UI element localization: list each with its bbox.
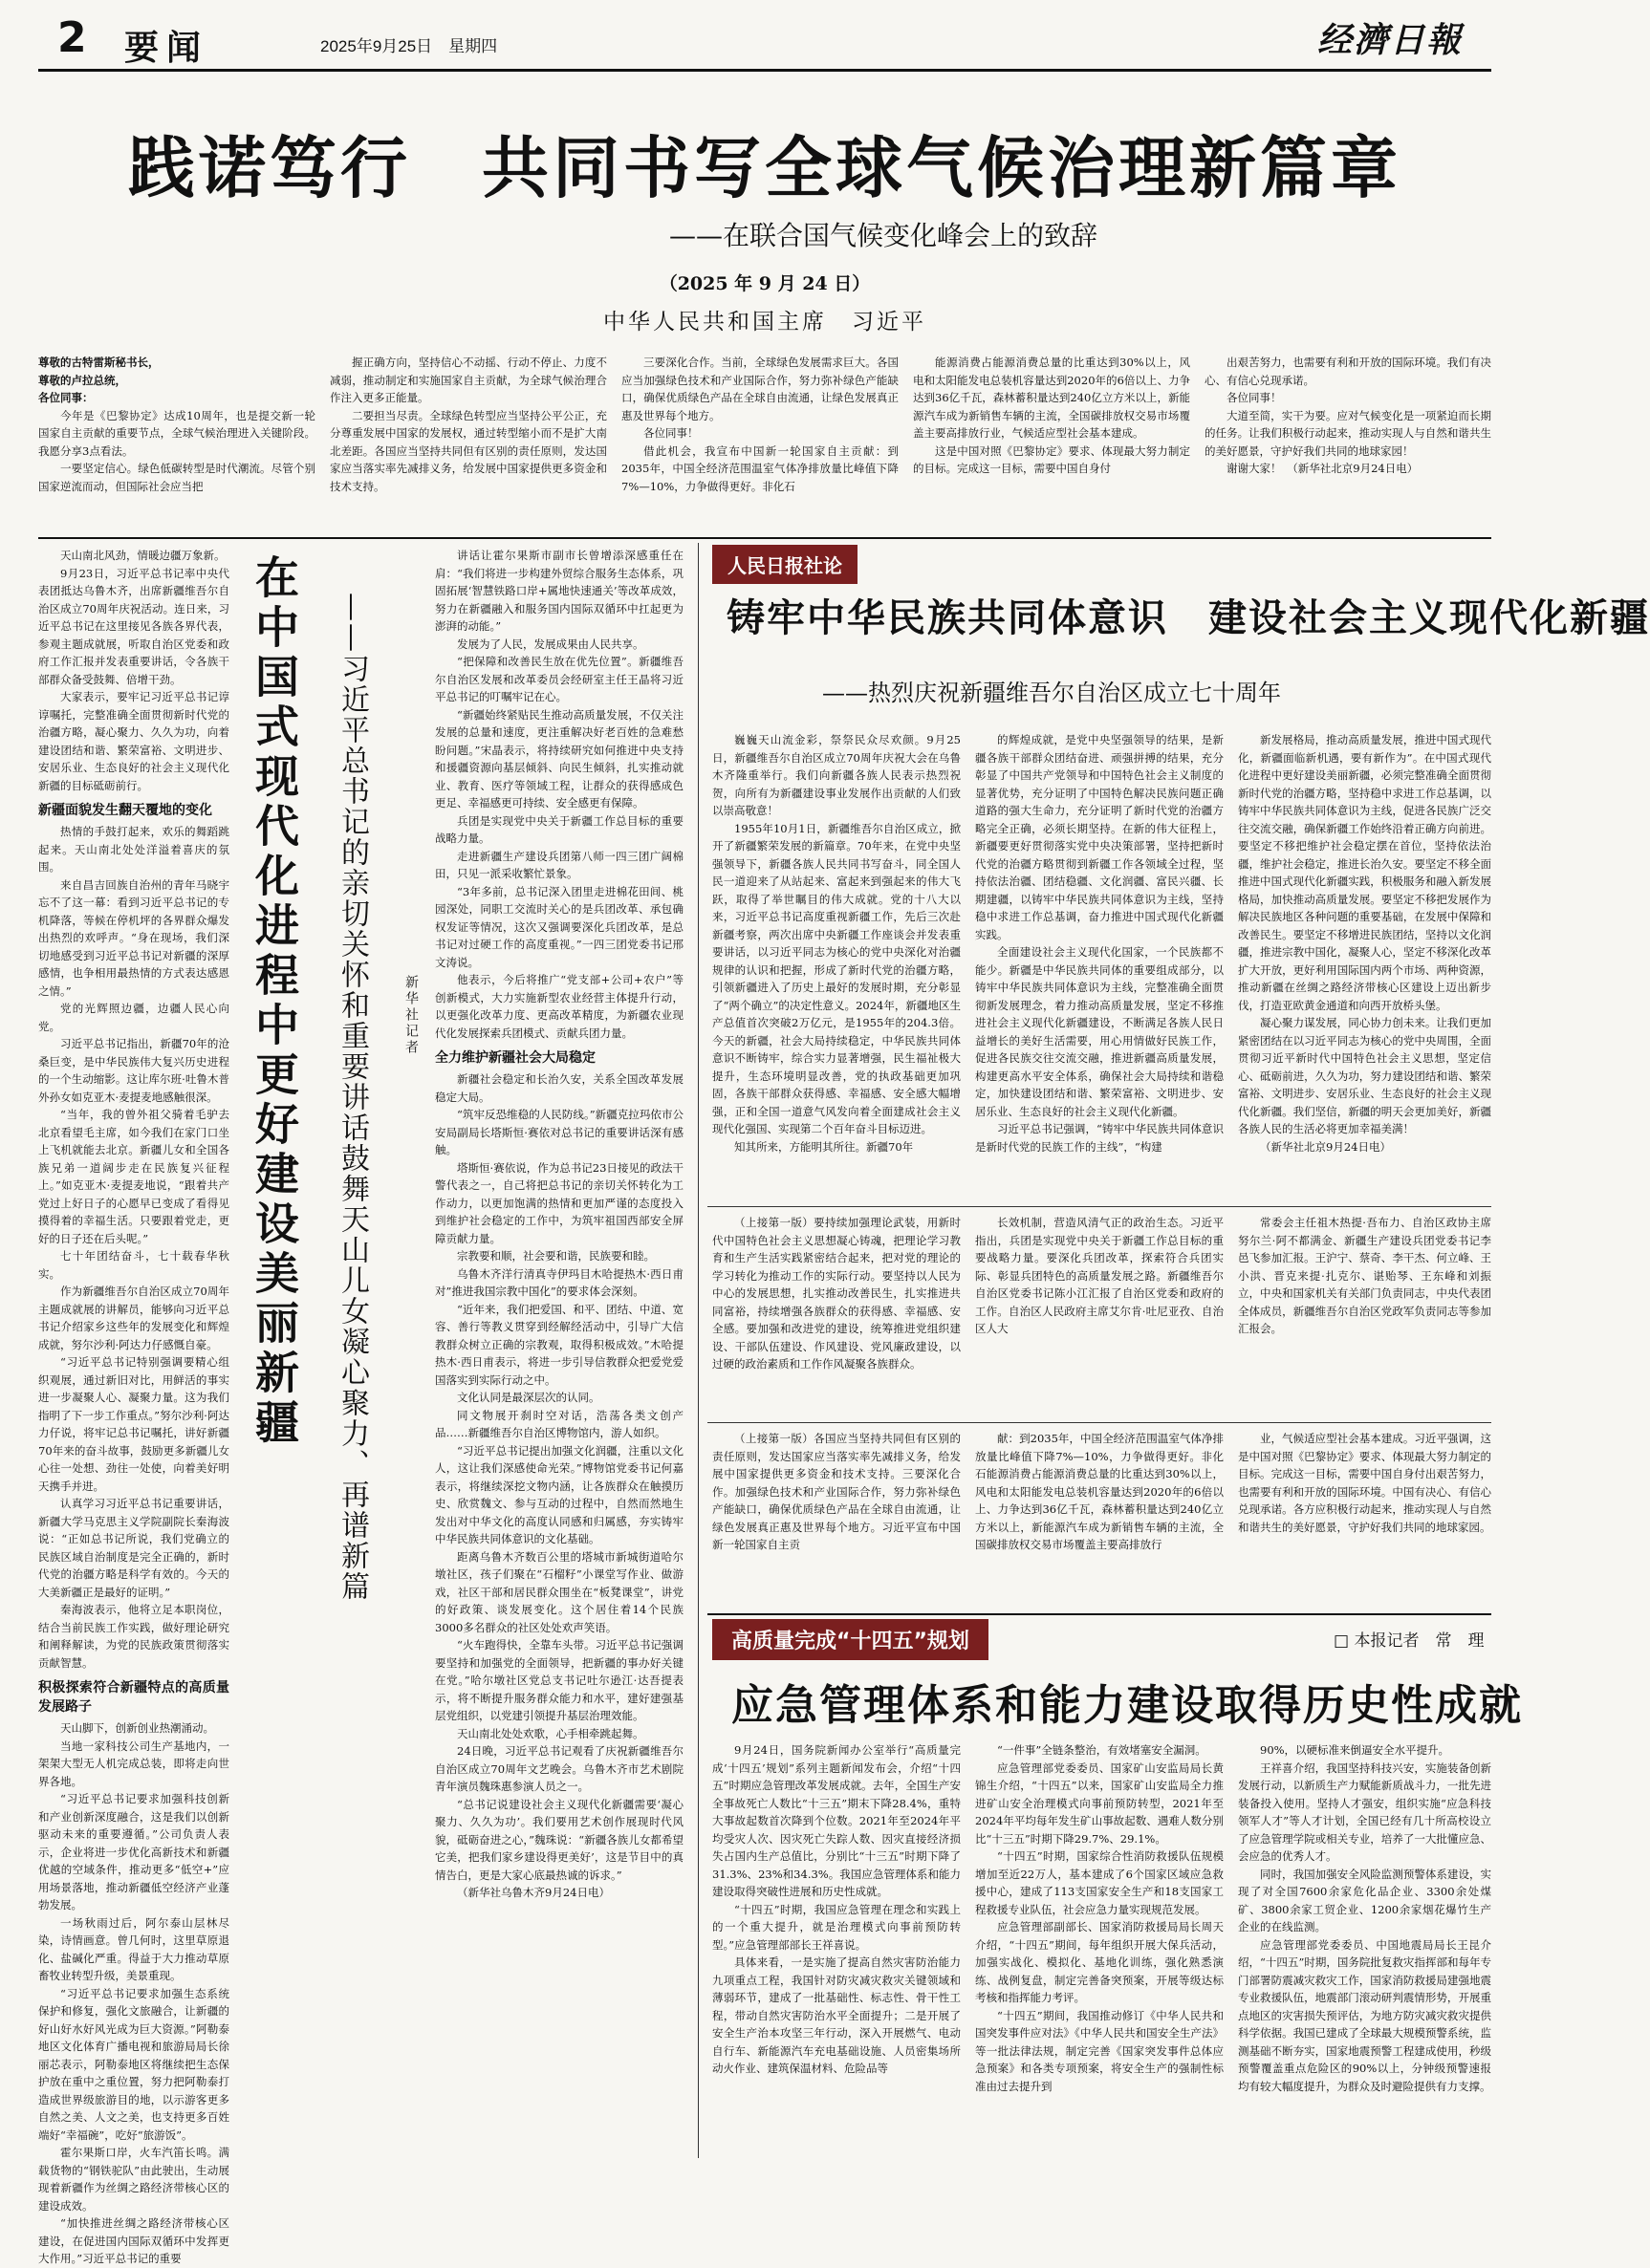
paragraph: 来自昌吉回族自治州的青年马晓宇忘不了这一幕：看到习近平总书记的专机降落，等候在停机坪的各界群众爆发出热烈的欢呼声。“身在现场，我们深切地感受到习近平总书记对新疆的深厚感情，也争相用最热情的方式表达感恩之情。” <box>38 877 229 998</box>
paragraph: “新疆始终紧贴民生推动高质量发展，不仅关注发展的总量和速度，更注重解决好老百姓的急难愁盼问题。”宋晶表示，将持续研究如何推进中央支持和援疆资源向基层倾斜、向民生倾斜，扎实推动就业、教育、医疗等领域工程，让群众的获得感成色更足、幸福感更可持续、安全感更有保障。 <box>435 707 684 810</box>
top-column-1 <box>38 354 315 530</box>
editorial-column-1 <box>712 731 961 1199</box>
paragraph: 习近平总书记强调，“铸牢中华民族共同体意识是新时代党的民族工作的主线”，“构建 <box>975 1122 1224 1154</box>
paragraph: 他表示，今后将推广“党支部+公司+农户”等创新模式，大力实施新型农业经营主体提升行动，以更强化改革力度、更高改革精度，为新疆农业现代化发展探索兵团模式、贡献兵团力量。 <box>435 973 684 1040</box>
reporter-byline: □ 本报记者 常 理 <box>1334 1631 1485 1651</box>
divider <box>707 1422 1491 1423</box>
paragraph: 应急管理部副部长、国家消防救援局局长周天介绍，“十四五”期间，每年组织开展大保兵活动，加强实战化、模拟化、基地化训练，强化熟悉演练、战例复盘，制定完善备突预案，开展等级达标考核和指挥能力考评。 <box>975 1920 1224 2004</box>
feature-subheading: 全力维护新疆社会大局稳定 <box>435 1050 596 1066</box>
editorial-column-2 <box>975 731 1224 1199</box>
divider <box>707 1206 1491 1207</box>
issue-date: 2025年9月25日 星期四 <box>320 37 498 55</box>
paragraph: “把保障和改善民生放在优先位置”。新疆维吾尔自治区发展和改革委员会经研室主任王晶将习近平总书记的叮嘱牢记在心。 <box>435 655 684 703</box>
paragraph: 1955年10月1日，新疆维吾尔自治区成立，掀开了新疆繁荣发展的新篇章。70年来，在党中央坚强领导下，新疆各族人民共同书写奋斗，同全国人民一道迎来了从站起来、富起来到强起来的伟大飞跃，取得了举世瞩目的伟大成就。党的十八大以来，习近平总书记高度重视新疆工作，先后三次赴新疆考察，两次出席中央新疆工作座谈会并发表重要讲话，以习近平同志为核心的党中央深化对治疆规律的认识和把握，形成了新时代党的治疆方略，引领新疆进入了历史上最好的发展时期，充分彰显了“两个确立”的决定性意义。2024年，新疆地区生产总值首次突破2万亿元，是1955年的204.3倍。今天的新疆，社会大局持续稳定，中华民族共同体意识不断铸牢，综合实力显著增强，民生福祉极大提升，生态环境明显改善，党的执政基础更加巩固，各族干部群众获得感、幸福感、安全感大幅增强，正和全国一道意气风发向着全面建成社会主义现代化强国、实现第二个百年奋斗目标迈进。 <box>712 821 961 1135</box>
paragraph: 24日晚，习近平总书记观看了庆祝新疆维吾尔自治区成立70周年文艺晚会。乌鲁木齐市艺术剧院青年演员魏珠惠参演人员之一。 <box>435 1744 684 1793</box>
top-byline: 中华人民共和国主席 习近平 <box>603 310 926 335</box>
bottom-headline: 应急管理体系和能力建设取得历史性成就 <box>731 1681 1523 1730</box>
paragraph: 知其所来，方能明其所往。新疆70年 <box>734 1139 914 1154</box>
feature-subheading: 新疆面貌发生翻天覆地的变化 <box>38 803 212 818</box>
paragraph: “十四五”时期，我国应急管理在理念和实践上的一个重大提升，就是治理模式向事前预防转型。”应急管理部部长王祥喜说。 <box>712 1902 961 1952</box>
header-rule <box>38 69 1491 72</box>
paragraph: 距离乌鲁木齐数百公里的塔城市新城街道哈尔墩社区，孩子们聚在“石榴籽”小课堂写作业、做游戏，社区干部和居民群众围坐在“板凳课堂”，讲党的好政策、谈发展变化。这个居住着14个民族3000多名群众的社区处处欢声笑语。 <box>435 1549 684 1634</box>
paragraph: （上接第一版）要持续加强理论武装，用新时代中国特色社会主义思想凝心铸魂，把理论学习教育和生产生活实践紧密结合起来，把对党的理论的学习转化为推动工作的实际行动。要坚持以人民为中心的发展思想，扎实推动改善民生，扎实推进共同富裕，持续增强各族群众的获得感、幸福感、安全感。要加强和改进党的建设，统筹推进党组织建设、干部队伍建设、作风建设、党风廉政建设，以过硬的政治素质和工作作风凝聚各族群众。 <box>712 1216 961 1371</box>
bottom-column-1 <box>712 1741 961 2157</box>
paragraph: 塔斯恒·赛依说，作为总书记23日接见的政法干警代表之一，自己将把总书记的亲切关怀转化为工作动力，以更加饱满的热情和更加严谨的态度投入到维护社会稳定的工作中，为筑牢祖国西部安全屏障贡献力量。 <box>435 1160 684 1245</box>
paragraph: 借此机会，我宣布中国新一轮国家自主贡献：到2035年，中国全经济范围温室气体净排放量比峰值下降7%—10%，力争做得更好。非化石 <box>621 443 899 493</box>
paragraph: 乌鲁木齐洋行清真寺伊玛目木哈提热木·西日甫对”推进我国宗教中国化”的要求体会深刻。 <box>435 1266 684 1298</box>
feature-subtitle: ——习近平总书记的亲切关怀和重要讲话鼓舞天山儿女凝心聚力、再谱新篇 <box>336 593 369 1602</box>
paragraph: 应急管理部党委委员、国家矿山安监局局长黄锦生介绍，“十四五”以来，国家矿山安监局全力推进矿山安全治理模式向事前预防转型，2021年至2024年平均每年发生矿山事故起数、遇难人数分别比“十三五”时期下降29.7%、29.1%。 <box>975 1760 1224 1846</box>
paragraph: 七十年团结奋斗，七十载春华秋实。 <box>38 1249 229 1281</box>
paragraph: “十四五”期间，我国推动修订《中华人民共和国突发事件应对法》《中华人民共和国安全生产法》等一批法律法规，制定完善《国家突发事件总体应急预案》和各类专项预案，将安全生产的强制性标准由过去提升到 <box>975 2008 1224 2093</box>
paragraph: 9月23日，习近平总书记率中央代表团抵达乌鲁木齐，出席新疆维吾尔自治区成立70周年庆祝活动。连日来，习近平总书记在这里接见各族各界代表，参观主题成就展，听取自治区党委和政府工作汇报并发表重要讲话，令各族干部群众备受鼓舞、倍增干劲。 <box>38 566 229 686</box>
paragraph: 大家表示，要牢记习近平总书记谆谆嘱托，完整准确全面贯彻新时代党的治疆方略，凝心聚力、久久为功，向着建设团结和谐、繁荣富裕、文明进步、安居乐业、生态良好的社会主义现代化新疆的目标砥砺前行。 <box>38 690 229 792</box>
top-column-5 <box>1205 354 1491 530</box>
bottom-column-3 <box>1238 1741 1491 2157</box>
paragraph: 一场秋雨过后，阿尔泰山层林尽染，诗情画意。曾几何时，这里草原退化、盐碱化严重。得益于大力推动草原畜牧业转型升级，美景重现。 <box>38 1915 229 1982</box>
paragraph: 天山南北处处欢歌，心手相牵跳起舞。 <box>457 1726 644 1740</box>
paragraph: 巍巍天山流金彩，祭祭民众尽欢颜。9月25日，新疆维吾尔自治区成立70周年庆祝大会在乌鲁木齐隆重举行。我们向新疆各族人民表示热烈祝贺，向所有为新疆建设事业发展作出贡献的人们致以崇高敬意！ <box>712 733 961 817</box>
paragraph: 党的光辉照边疆，边疆人民心向党。 <box>38 1002 229 1033</box>
top-subheadline: ——在联合国气候变化峰会上的致辞 <box>669 220 1098 251</box>
continued-column-5 <box>975 1430 1224 1607</box>
paragraph: 同文物展开刹时空对话，浩荡各类文创产品……新疆维吾尔自治区博物馆内，游人如织。 <box>435 1408 684 1439</box>
paragraph: “总书记说建设社会主义现代化新疆需要‘凝心聚力、久久为功’。我们要用艺术创作展现时代风貌，砥砺奋进之心，”魏珠说：“新疆各族儿女都希望它美，把我们家乡建设得更美好’，这是节目中的真情告白，更是大家心底最热诚的诉求。” <box>435 1797 684 1882</box>
feature-author: 新华社记者 <box>403 975 419 1056</box>
continued-column-4 <box>712 1430 961 1607</box>
paragraph: 各位同事！ <box>643 426 699 440</box>
paragraph: 当地一家科技公司生产基地内，一架架大型无人机完成总装，即将走向世界各地。 <box>38 1739 229 1788</box>
paragraph: 献：到2035年，中国全经济范围温室气体净排放量比峰值下降7%—10%，力争做得更好。非化石能源消费占能源消费总量的比重达到30%以上，风电和太阳能发电总装机容量达到2020年的6倍以上、力争达到36亿千瓦，森林蓄积量达到240亿立方米以上，新能源汽车成为新销售车辆的主流，全国碳排放权交易市场覆盖主要高排放行 <box>975 1432 1224 1551</box>
paragraph: 秦海波表示，他将立足本职岗位，结合当前民族工作实践，做好理论研究和阐释解读，为党的民族政策贯彻落实贡献智慧。 <box>38 1603 229 1670</box>
paragraph: 常委会主任祖木热提·吾布力、自治区政协主席努尔兰·阿不都满金、新疆生产建设兵团党委书记李邑飞参加汇报。王沪宁、蔡奇、李干杰、何立峰、王小洪、晋克来提·扎克尔、谌贻琴、王东峰和刘振立，中央和国家机关有关部门负责同志，中央代表团全体成员，新疆维吾尔自治区党政军负责同志等参加汇报会。 <box>1238 1216 1491 1335</box>
paragraph: “习近平总书记特别强调要精心组织观展，通过新旧对比，用鲜活的事实进一步凝聚人心、凝聚力量。这为我们指明了下一步工作重点。”努尔沙利·阿达力仔说，将牢记总书记嘱托，讲好新疆70年来的奋斗故事，鼓励更多新疆儿女心往一处想、劲往一处使，向着美好明天携手并进。 <box>38 1355 229 1493</box>
paragraph: 凝心聚力谋发展，同心协力创未来。让我们更加紧密团结在以习近平同志为核心的党中央周围，全面贯彻习近平新时代中国特色社会主义思想，坚定信心、砥砺前进，久久为功，努力建设团结和谐、繁荣富裕、文明进步、安居乐业、生态良好的社会主义现代化新疆。我们坚信，新疆的明天会更加美好，新疆各族人民的生活必将更加幸福美满！ <box>1238 1016 1491 1135</box>
paragraph: 天山脚下，创新创业热潮涌动。 <box>60 1721 214 1735</box>
editorial-subheadline: ——热烈庆祝新疆维吾尔自治区成立七十周年 <box>822 680 1281 706</box>
paragraph: 9月24日，国务院新闻办公室举行“高质量完成‘十四五’规划”系列主题新闻发布会，介绍“十四五”时期应急管理改革发展成就。去年，全国生产安全事故死亡人数比“十三五”期末下降28.4%，重特大事故起数首次降到个位数。2021年至2024年平均受灾人次、因灾死亡失踪人数、因灾直接经济损失占国内生产总值比，分别比“十三五”时期下降了31.3%、23%和34.3%。我国应急管理体系和能力建设取得突破性进展和历史性成就。 <box>712 1743 961 1898</box>
paragraph: “近年来，我们把爱国、和平、团结、中道、宽容、善行等教义贯穿到经解经活动中，引导广大信教群众树立正确的宗教观，取得积极成效。”木哈提热木·西日甫表示，将进一步引导信教群众把爱党爱国落实到实际行动之中。 <box>435 1302 684 1387</box>
section-title: 要闻 <box>124 28 209 68</box>
paragraph: 一要坚定信心。绿色低碳转型是时代潮流。尽管个别国家逆流而动，但国际社会应当把 <box>38 462 315 493</box>
paragraph: 习近平总书记指出，新疆70年的沧桑巨变，是中华民族伟大复兴历史进程的一个生动缩影。这让库尔班·吐鲁木普外孙女如克亚木·麦提麦地感触很深。 <box>38 1037 229 1104</box>
column-divider <box>698 543 699 2158</box>
paragraph: 同时，我国加强安全风险监测预警体系建设，实现了对全国7600余家危化品企业、3300余处煤矿、3800余家工贸企业、1200余家烟花爆竹生产企业的在线监测。 <box>1238 1867 1491 1933</box>
top-column-2 <box>330 354 607 530</box>
paragraph: （上接第一版）各国应当坚持共同但有区别的责任原则，发达国家应当落实率先减排义务，给发展中国家提供更多资金和技术支持。三要深化合作。加强绿色技术和产业国际合作，努力弥补绿色产能缺口，确保优质绿色产品在全球自由流通，让绿色发展真正惠及世界每个地方。习近平宣布中国新一轮国家自主贡 <box>712 1432 961 1551</box>
paragraph: （新华社乌鲁木齐9月24日电） <box>457 1886 610 1899</box>
top-headline: 践诺笃行 共同书写全球气候治理新篇章 <box>128 129 1401 207</box>
paragraph: 今年是《巴黎协定》达成10周年，也是提交新一轮国家自主贡献的重要节点，全球气候治理进入关键阶段。我愿分享3点看法。 <box>38 408 315 458</box>
page-number: 2 <box>57 13 87 62</box>
feature-column-2 <box>435 547 684 2152</box>
paragraph: 作为新疆维吾尔自治区成立70周年主题成就展的讲解员，能够向习近平总书记介绍家乡这些年的发展变化和辉煌成就，努尔沙利·阿达力仔感慨自豪。 <box>38 1285 229 1351</box>
paragraph: “当年，我的曾外祖父骑着毛驴去北京看望毛主席，如今我们在家门口坐上飞机就能去北京。新疆儿女和全国各族兄弟一道阔步走在民族复兴征程上。”如克亚木·麦提麦地说，“跟着共产党过上好日子的心愿早已变成了看得见摸得着的幸福生活。只要跟着党走，更好的日子还在后头呢。” <box>38 1108 229 1245</box>
paragraph: “习近平总书记要求加强科技创新和产业创新深度融合，这是我们以创新驱动未来的重要遵循。”公司负责人表示，企业将进一步优化高新技术和新疆优越的空域条件，推动更多“低空+”应用场景落地，推动新疆低空经济产业蓬勃发展。 <box>38 1792 229 1912</box>
paragraph: 二要担当尽责。全球绿色转型应当坚持公平公正，充分尊重发展中国家的发展权，通过转型缩小而不是扩大南北差距。各国应当坚持共同但有区别的责任原则，发达国家应当落实率先减排义务，给发展中国家提供更多资金和技术支持。 <box>330 408 607 493</box>
editorial-headline: 铸牢中华民族共同体意识 建设社会主义现代化新疆 <box>727 596 1650 640</box>
salutation-2: 尊敬的卢拉总统， <box>38 373 126 387</box>
editorial-column-3 <box>1238 731 1491 1199</box>
paragraph: 兵团是实现党中央关于新疆工作总目标的重要战略力量。 <box>435 813 684 845</box>
paragraph: “习近平总书记要求加强生态系统保护和修复，强化文旅融合，让新疆的好山好水好风光成为巨大资源。”阿勒泰地区文化体育广播电视和旅游局局长徐丽芯表示，阿勒泰地区将继续把生态保护放在重中之重位置，努力把阿勒泰打造成世界级旅游目的地，以示游客更多自然之美、人文之美，也支持更多百姓端好“幸福碗”，吃好“旅游饭”。 <box>38 1986 229 2142</box>
top-column-3 <box>621 354 899 530</box>
paragraph: “3年多前，总书记深入团里走进棉花田间、桃园深处，同职工交流时关心的是兵团改革、承包确权发证等情况，这次又强调要深化兵团改革，是总书记对过硬工作的高度重视。”一四三团党委书记邢文涛说。 <box>435 884 684 969</box>
feature-subheading: 积极探索符合新疆特点的高质量发展路子 <box>38 1680 229 1715</box>
paragraph: 应急管理部党委委员、中国地震局局长王昆介绍，“十四五”时期，国务院批复救灾指挥部和每年专门部署防震减灾救灾工作，国家消防救援局建强地震专业救援队伍，地震部门滚动研判震情形势，开展重点地区的灾害损失预评估，为地方防灾减灾救灾提供科学依据。我国已建成了全球最大规模预警系统，监测基础不断夯实，国家地震预警工程建成使用，秒级预警覆盖重点危险区的90%以上，分钟级预警速报均有较大幅度提升，为群众及时避险提供有力支撑。 <box>1238 1937 1491 2093</box>
paragraph: 这是中国对照《巴黎协定》要求、体现最大努力制定的目标。完成这一目标，需要中国自身付 <box>913 443 1190 475</box>
editorial-tag: 人民日报社论 <box>712 545 858 584</box>
divider <box>707 1613 1491 1615</box>
masthead-logo: 经濟日報 <box>1316 20 1463 60</box>
top-column-4 <box>913 354 1190 530</box>
paragraph: “筑牢反恐维稳的人民防线。”新疆克拉玛依市公安局副局长塔斯恒·赛依对总书记的重要讲话深有感触。 <box>435 1108 684 1156</box>
paragraph: 新发展格局，推动高质量发展，推进中国式现代化，新疆面临新机遇，要有新作为”。在中国式现代化进程中更好建设美丽新疆，必须完整准确全面贯彻新时代党的治疆方略，坚持稳中求进工作总基调，以铸牢中华民族共同体意识为主线，促进各民族广泛交往交流交融，确保新疆工作始终沿着正确方向前进。要坚定不移把维护社会稳定摆在首位，坚持依法治疆，维护社会稳定，推进长治久安。要坚定不移全面推进中国式现代化新疆实践，积极服务和融入新发展格局，加快推动高质量发展。要坚定不移把发展作为解决民族地区各种问题的重要基础，在发展中保障和改善民生。要坚定不移增进民族团结，坚持以文化润疆，推进宗教中国化，凝聚人心，坚定不移深化改革扩大开放，更好利用国际国内两个市场、两种资源，推动新疆在丝绸之路经济带核心区建设上迈出新步伐，打造亚欧黄金通道和向西开放桥头堡。 <box>1238 733 1491 1012</box>
paragraph: 认真学习习近平总书记重要讲话，新疆大学马克思主义学院副院长秦海波说：“正如总书记所说，我们党确立的民族区域自治制度是完全正确的，新时代党的治疆方略是科学有效的。今天的大美新疆正是最好的证明。” <box>38 1497 229 1599</box>
paragraph: “习近平总书记提出加强文化润疆，注重以文化人，这让我们深感使命光荣。”博物馆党委书记何嘉表示，将继续深挖文物内涵，让各族群众在触摸历史、欣赏魏文、参与互动的过程中，自然而然地生发出对中华文化的高度认同感和归属感，夯实铸牢中华民族共同体意识的文化基础。 <box>435 1443 684 1545</box>
top-dateline: （2025 年 9 月 24 日） <box>659 273 871 294</box>
paragraph: “火车跑得快，全靠车头带。习近平总书记强调要坚持和加强党的全面领导，把新疆的事办好关键在党。”哈尔墩社区党总支书记吐尔逊江·达吾提表示，将不断提升服务群众能力和水平，建好建强基层党组织，以党建引领提升基层治理效能。 <box>435 1638 684 1722</box>
feature-title: 在中国式现代化进程中更好建设美丽新疆 <box>249 554 300 1449</box>
paragraph: 发展为了人民，发展成果由人民共享。 <box>457 637 644 651</box>
paragraph: “加快推进丝绸之路经济带核心区建设，在促进国内国际双循环中发挥更大作用。”习近平总书记的重要 <box>38 2216 229 2265</box>
paragraph: 三要深化合作。当前，全球绿色发展需求巨大。各国应当加强绿色技术和产业国际合作，努力弥补绿色产能缺口，确保优质绿色产品在全球自由流通，让绿色发展真正惠及世界每个地方。 <box>621 356 899 422</box>
paragraph: 各位同事！ <box>1227 391 1282 404</box>
section-divider <box>38 537 1491 539</box>
salutation-3: 各位同事： <box>38 391 94 404</box>
paragraph: 的辉煌成就，是党中央坚强领导的结果，是新疆各族干部群众团结奋进、顽强拼搏的结果，充分彰显了中国共产党领导和中国特色社会主义制度的显著优势，充分证明了中国特色解决民族问题正确道路的强大生命力，充分证明了新时代党的治疆方略完全正确，必须长期坚持。在新的伟大征程上，新疆要更好贯彻落实党中央决策部署，坚持把新时代党的治疆方略贯彻到新疆工作各领域全过程，坚持依法治疆、团结稳疆、文化润疆、富民兴疆、长期建疆，以铸牢中华民族共同体意识为主线，坚持稳中求进工作总基调，奋力推进中国式现代化新疆实践。 <box>975 733 1224 941</box>
paragraph: 王祥喜介绍，我国坚持科技兴安，实施装备创新发展行动，以新质生产力赋能新质战斗力，一批先进装备投入使用。坚持人才强安，组织实施“应急科技领军人才”等人才计划，全国已经有几十所高校设立了应急管理学院或相关专业，培养了一大批懂应急、会应急的优秀人才。 <box>1238 1760 1491 1863</box>
paragraph: 谢谢大家！ （新华社北京9月24日电） <box>1227 462 1419 475</box>
feature-column-1 <box>38 547 229 2265</box>
paragraph: 天山南北风劲，情暖边疆万象新。 <box>60 549 226 562</box>
paragraph: 业，气候适应型社会基本建成。习近平强调，这是中国对照《巴黎协定》要求、体现最大努力制定的目标。完成这一目标，需要中国自身付出艰苦努力，也需要有利和开放的国际环境。中国有决心、有信心兑现承诺。各方应积极行动起来，推动实现人与自然和谐共生的美好愿景，守护好我们共同的地球家园。 <box>1238 1432 1491 1534</box>
paragraph: 新疆社会稳定和长治久安，关系全国改革发展稳定大局。 <box>435 1072 684 1104</box>
paragraph: 走进新疆生产建设兵团第八师一四三团广阔棉田，只见一派采收繁忙景象。 <box>435 849 684 880</box>
paragraph: 全面建设社会主义现代化国家，一个民族都不能少。新疆是中华民族共同体的重要组成部分，以铸牢中华民族共同体意识为主线，完整准确全面贯彻新发展理念，着力推动高质量发展，坚定不移推进社会主义现代化新疆建设，不断满足各族人民日益增长的美好生活需要，用心用情做好民族工作，促进各民族交往交流交融，推进新疆高质量发展，构建更高水平安全体系，确保社会大局持续和谐稳定，加快建设团结和谐、繁荣富裕、文明进步、安居乐业、生态良好的社会主义现代化新疆。 <box>975 945 1224 1118</box>
paragraph: 能源消费占能源消费总量的比重达到30%以上，风电和太阳能发电总装机容量达到2020年的6倍以上、力争达到36亿千瓦，森林蓄积量达到240亿立方米以上，新能源汽车成为新销售车辆的主流，全国碳排放权交易市场覆盖主要高排放行业，气候适应型社会基本建成。 <box>913 356 1190 440</box>
paragraph: 握正确方向，坚持信心不动摇、行动不停止、力度不减弱，推动制定和实施国家自主贡献，为全球气候治理合作注入更多正能量。 <box>330 356 607 404</box>
paragraph: 讲话让霍尔果斯市副市长曾增添深感重任在肩：“我们将进一步构建外贸综合服务生态体系，巩固拓展‘智慧铁路口岸+属地快速通关’等改革成效，努力在新疆融入和服务国内国际双循环中扛起更为澎湃的动能。” <box>435 549 684 633</box>
paragraph: 热情的手鼓打起来，欢乐的舞蹈跳起来。天山南北处处洋溢着喜庆的氛围。 <box>38 825 229 874</box>
continued-column-6 <box>1238 1430 1491 1607</box>
bottom-column-2 <box>975 1741 1224 2157</box>
paragraph: 长效机制，营造风清气正的政治生态。习近平指出，兵团是实现党中央关于新疆工作总目标的重要战略力量。要深化兵团改革，探索符合兵团实际、彰显兵团特色的高质量发展之路。新疆维吾尔自治区党委书记陈小江汇报了自治区党委和政府的工作。自治区人民政府主席艾尔肯·吐尼亚孜、自治区人大 <box>975 1216 1224 1335</box>
continued-column-2 <box>975 1214 1224 1415</box>
paragraph: 文化认同是最深层次的认同。 <box>457 1391 600 1404</box>
paragraph: 大道至简，实干为要。应对气候变化是一项紧迫而长期的任务。让我们积极行动起来，推动实现人与自然和谐共生的美好愿景，守护好我们共同的地球家园！ <box>1205 408 1491 458</box>
paragraph: 霍尔果斯口岸，火车汽笛长鸣。满载货物的“钢铁驼队”由此驶出，生动展现着新疆作为丝绸之路经济带核心区的建设成效。 <box>38 2146 229 2213</box>
continued-column-3 <box>1238 1214 1491 1415</box>
paragraph: 宗教要和顺，社会要和谐，民族要和睦。 <box>457 1249 655 1263</box>
paragraph: 具体来看，一是实施了提高自然灾害防治能力九项重点工程，我国针对防灾减灾救灾关键领域和薄弱环节，建成了一批基础性、标志性、骨干性工程，带动自然灾害防治水平全面提升；二是开展了安全生产治本攻坚三年行动，深入开展燃气、电动自行车、新能源汽车充电基础设施、人员密集场所动火作业、建筑保温材料、危险品等 <box>712 1955 961 2075</box>
paragraph: 出艰苦努力，也需要有利和开放的国际环境。我们有决心、有信心兑现承诺。 <box>1205 356 1491 387</box>
paragraph: “十四五”时期，国家综合性消防救援队伍规模增加至近22万人，基本建成了6个国家区域应急救援中心，建成了113支国家安全生产和18支国家工程救援专业队伍，社会应急力量实现规范发展。 <box>975 1849 1224 1916</box>
salutation-1: 尊敬的古特雷斯秘书长， <box>38 356 160 369</box>
paragraph: “一件事”全链条整治，有效堵塞安全漏洞。 <box>997 1743 1206 1757</box>
paragraph: （新华社北京9月24日电） <box>1260 1139 1391 1154</box>
paragraph: 90%，以硬标准来倒逼安全水平提升。 <box>1260 1743 1450 1757</box>
series-tag: 高质量完成“十四五”规划 <box>712 1619 988 1660</box>
continued-column-1 <box>712 1214 961 1415</box>
